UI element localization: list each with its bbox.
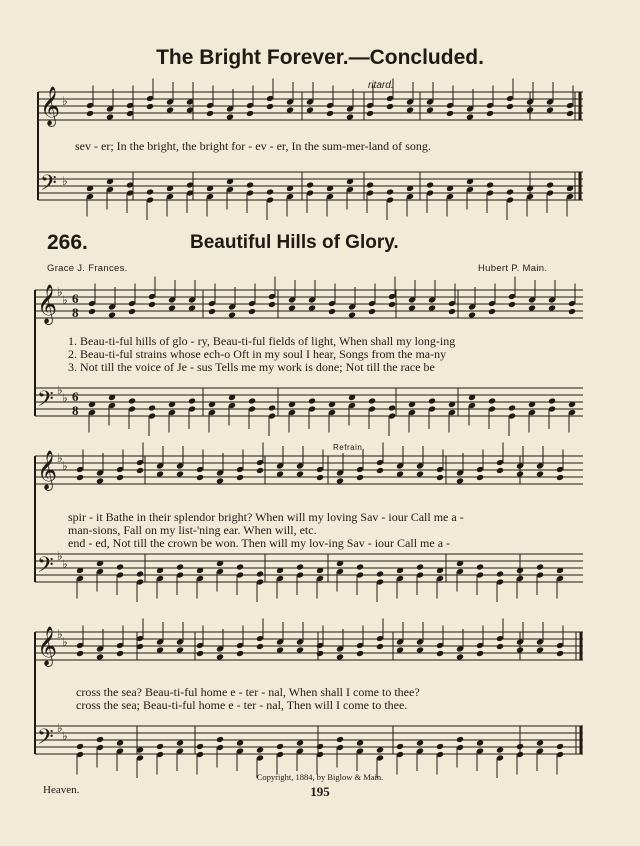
svg-text:𝄢: 𝄢 xyxy=(37,725,54,755)
hymn-title: Beautiful Hills of Glory. xyxy=(190,232,399,253)
svg-text:♭: ♭ xyxy=(57,627,63,641)
svg-text:♭: ♭ xyxy=(57,285,63,299)
svg-text:♭: ♭ xyxy=(62,293,68,307)
svg-text:♭: ♭ xyxy=(57,451,63,465)
svg-text:𝄢: 𝄢 xyxy=(37,387,54,417)
hymn-number: 266. xyxy=(47,231,88,254)
svg-text:♭: ♭ xyxy=(62,94,68,108)
ritard-marking: ritard. xyxy=(368,80,394,91)
composer-credit: Hubert P. Main. xyxy=(478,263,548,274)
section-label: Heaven. xyxy=(43,784,80,796)
svg-text:𝄢: 𝄢 xyxy=(37,553,54,583)
time-sig-top-treble: 6 xyxy=(72,291,79,306)
lyricist-credit: Grace J. Frances. xyxy=(47,263,128,274)
system-3-lyric-2: cross the sea; Beau-ti-ful home e - ter - nal, Then will I come to thee. xyxy=(76,698,408,712)
svg-text:♭: ♭ xyxy=(62,391,68,405)
svg-text:𝄞: 𝄞 xyxy=(37,626,58,666)
svg-text:♭: ♭ xyxy=(62,459,68,473)
svg-text:♭: ♭ xyxy=(62,557,68,571)
svg-text:♭: ♭ xyxy=(62,729,68,743)
svg-text:♭: ♭ xyxy=(62,174,68,188)
page-number: 195 xyxy=(310,784,330,799)
system-2-lyric-3: end - ed, Not till the crown be won. Then will my lov-ing Sav - iour Call me a - xyxy=(68,536,451,550)
system-1-lyric-3: 3. Not till the voice of Je - sus Tells me my work is done; Not till the race be xyxy=(68,360,435,374)
svg-text:♭: ♭ xyxy=(57,721,63,735)
system-2-lyric-1: spir - it Bathe in their splendor bright? When will my loving Sav - iour Call me a - xyxy=(68,510,464,524)
refrain-label: Refrain. xyxy=(333,443,366,452)
svg-text:♭: ♭ xyxy=(57,549,63,563)
svg-text:𝄞: 𝄞 xyxy=(37,284,58,324)
time-sig-top-bass: 6 xyxy=(72,389,79,404)
time-sig-bottom-bass: 8 xyxy=(72,403,79,418)
svg-text:♭: ♭ xyxy=(57,383,63,397)
svg-text:♭: ♭ xyxy=(62,635,68,649)
svg-text:𝄢: 𝄢 xyxy=(40,171,57,201)
svg-text:𝄞: 𝄞 xyxy=(40,86,61,126)
time-sig-bottom-treble: 8 xyxy=(72,305,79,320)
system-2-lyric-2: man-sions, Fall on my list-'ning ear. When will, etc. xyxy=(68,523,317,537)
copyright-notice: Copyright, 1884, by Biglow & Main. xyxy=(256,772,384,782)
system-1-lyric-2: 2. Beau-ti-ful strains whose ech-o Oft in my soul I hear, Songs from the ma-ny xyxy=(68,347,447,361)
system-3-lyric-1: cross the sea? Beau-ti-ful home e - ter - nal, When shall I come to thee? xyxy=(76,685,420,699)
top-lyric-line: sev - er; In the bright, the bright for - ev - er, In the sum-mer-land of song. xyxy=(75,139,431,153)
system-1-lyric-1: 1. Beau-ti-ful hills of glo - ry, Beau-ti-ful fields of light, When shall my long-ing xyxy=(68,334,456,348)
page-title: The Bright Forever.—Concluded. xyxy=(156,46,484,69)
svg-text:𝄞: 𝄞 xyxy=(37,450,58,490)
